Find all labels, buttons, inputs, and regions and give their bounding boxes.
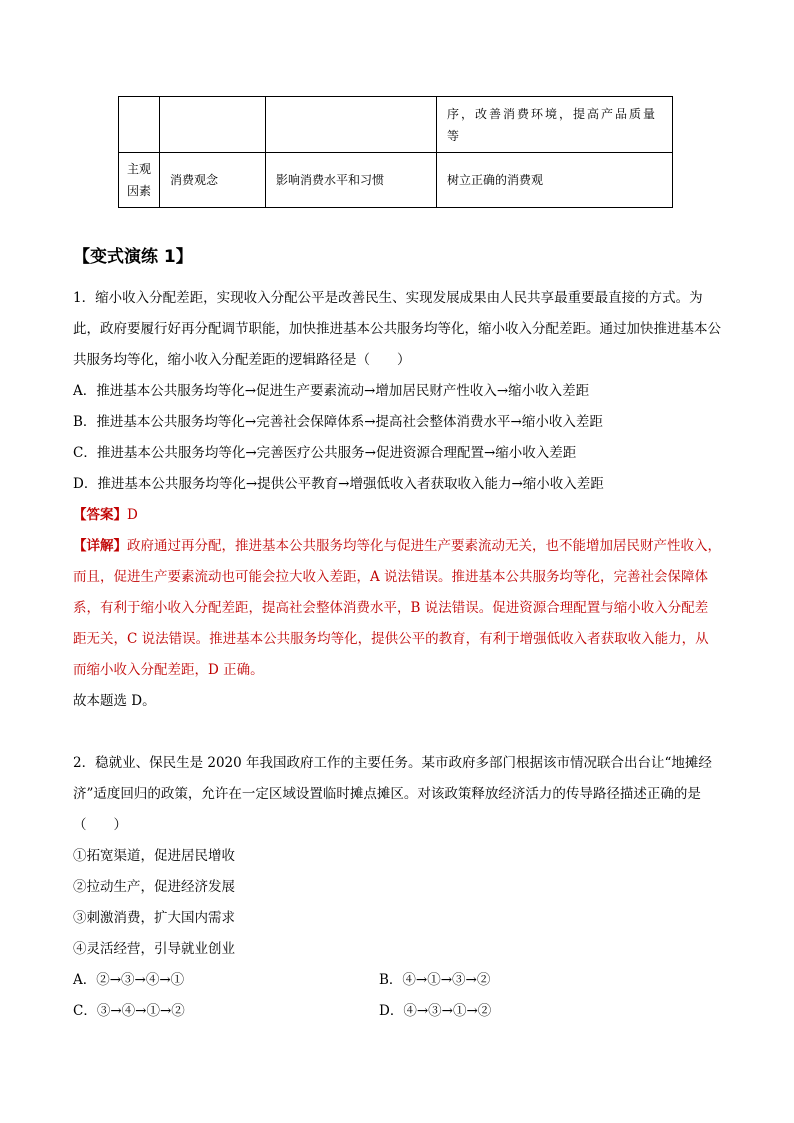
table-cell: 影响消费水平和习惯 (266, 153, 437, 208)
explanation-label: 【详解】 (73, 538, 127, 554)
option-d: D．推进基本公共服务均等化→提供公平教育→增强低收入者获取收入能力→缩小收入差距 (73, 476, 604, 492)
option-a: A．推进基本公共服务均等化→促进生产要素流动→增加居民财产性收入→缩小收入差距 (73, 383, 590, 399)
question-stem: 2．稳就业、保民生是 2020 年我国政府工作的主要任务。某市政府多部门根据该市情况联合出台让“地摊经济”适度回归的政策，允许在一定区域设置临时摊点摊区。对该政策释放经济活力的传导路径描述正确的是（ ） (73, 755, 712, 833)
table-row (119, 97, 673, 153)
question-2 (73, 748, 721, 1027)
table-cell (119, 97, 160, 153)
table-cell: 树立正确的消费观 (437, 153, 673, 208)
question-stem: 1．缩小收入分配差距，实现收入分配公平是改善民生、实现发展成果由人民共享最重要最直接的方式。为此，政府要履行好再分配调节职能，加快推进基本公共服务均等化，缩小收入分配差距。通过加快推进基本公共服务均等化，缩小收入分配差距的逻辑路径是（ ） (73, 290, 721, 368)
table-row (119, 153, 673, 208)
table-cell: 消费观念 (160, 153, 266, 208)
option-c: C．③→④→①→② (73, 1003, 185, 1019)
statement-4: ④灵活经营，引导就业创业 (73, 941, 235, 957)
table-cell: 主观因素 (119, 153, 160, 208)
table-cell: 序，改善消费环境，提高产品质量等 (437, 97, 673, 153)
explanation-text: 政府通过再分配，推进基本公共服务均等化与促进生产要素流动无关，也不能增加居民财产性收入，而且，促进生产要素流动也可能会拉大收入差距，A 说法错误。推进基本公共服务均等化，完善社会保障体系，有利于缩小收入分配差距，提高社会整体消费水平，B 说法错误。促进资源合理配置与缩小收入分配差距无关，C 说法错误。推进基本公共服务均等化，提供公平的教育，有利于增强低收入者获取收入能力，从而缩小收入分配差距，D 正确。 (73, 538, 721, 678)
section-title: 【变式演练 1】 (73, 247, 193, 267)
statement-1: ①拓宽渠道，促进居民增收 (73, 848, 235, 864)
option-c: C．推进基本公共服务均等化→完善医疗公共服务→促进资源合理配置→缩小收入差距 (73, 445, 577, 461)
option-d: D．④→③→①→② (379, 1003, 492, 1019)
table-cell (160, 97, 266, 153)
explanation (73, 531, 721, 686)
question-1 (73, 283, 721, 717)
answer-value: D (127, 507, 138, 523)
options-row-ab (73, 965, 721, 996)
answer-line (73, 500, 721, 531)
table-cell (266, 97, 437, 153)
options-row-cd (73, 996, 721, 1027)
conclusion: 故本题选 D。 (73, 693, 156, 709)
option-b: B．④→①→③→② (379, 972, 491, 988)
statement-3: ③刺激消费，扩大国内需求 (73, 910, 235, 926)
statement-2: ②拉动生产，促进经济发展 (73, 879, 235, 895)
factor-table (118, 96, 673, 208)
option-a: A．②→③→④→① (73, 972, 185, 988)
answer-label: 【答案】 (73, 507, 127, 523)
option-b: B．推进基本公共服务均等化→完善社会保障体系→提高社会整体消费水平→缩小收入差距 (73, 414, 603, 430)
